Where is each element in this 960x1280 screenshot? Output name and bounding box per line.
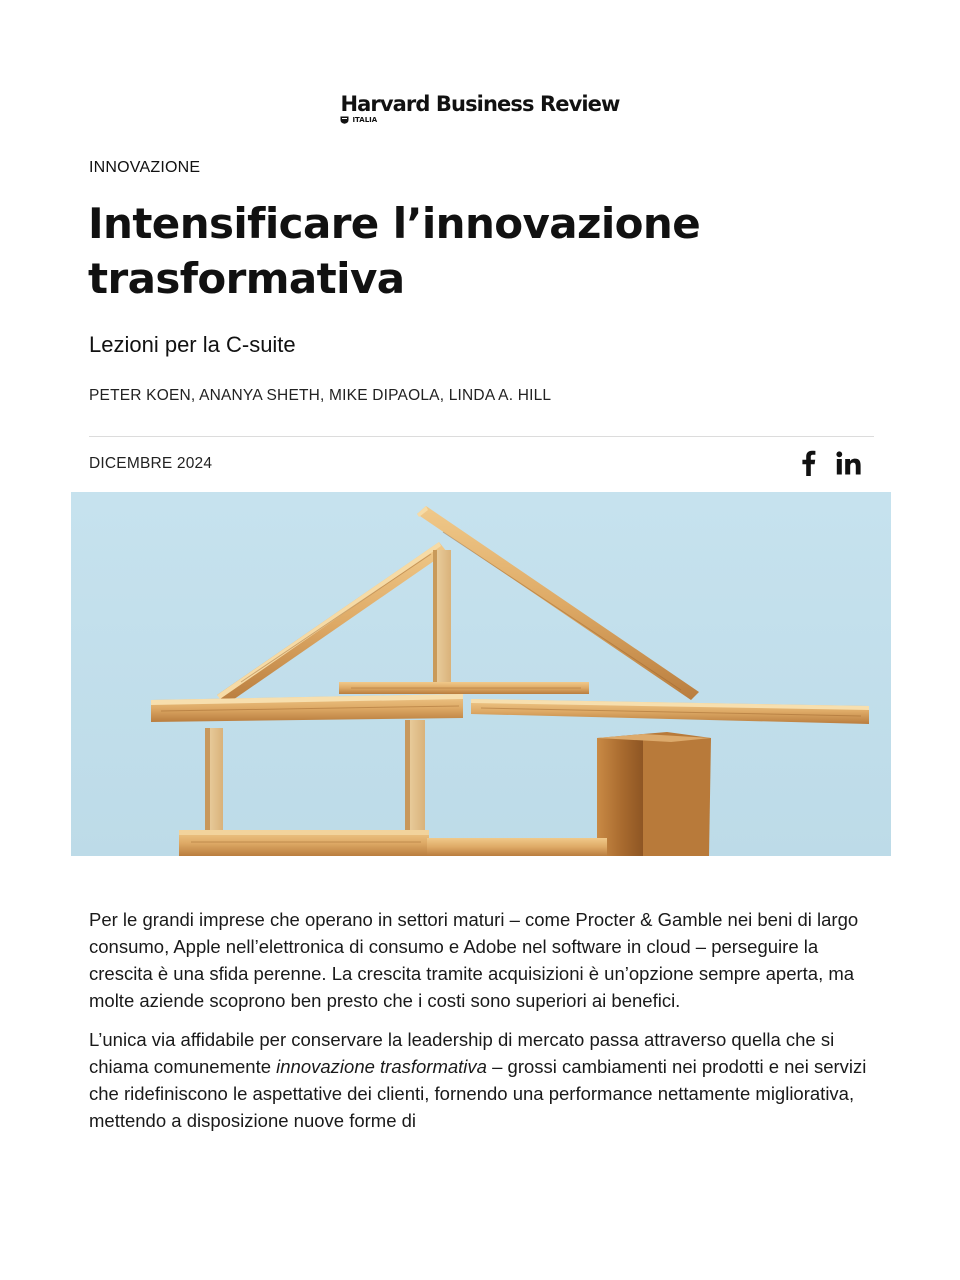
linkedin-share-button[interactable] bbox=[836, 451, 862, 480]
body-paragraph-2-start: L’unica via affidabile per conservare la leadership di mercato passa attraverso quella che si chiama comunemente bbox=[89, 1029, 835, 1077]
article-authors[interactable]: PETER KOEN, ANANYA SHETH, MIKE DIPAOLA, LINDA A. HILL bbox=[89, 387, 552, 404]
body-paragraph-2-emphasis: innovazione trasformativa bbox=[276, 1056, 487, 1077]
share-buttons bbox=[798, 450, 862, 481]
body-paragraph-2-end: – grossi cambiamenti nei prodotti e nei servizi che ridefiniscono le aspettative dei clienti, fornendo una performance nettamente migliorativa, mettendo a disposizione nuove forme di bbox=[89, 1056, 867, 1131]
linkedin-icon bbox=[836, 451, 862, 475]
body-paragraph-2 bbox=[89, 1026, 874, 1134]
hero-image bbox=[71, 492, 891, 856]
article-title: Intensificare l’innovazione trasformativa bbox=[88, 199, 701, 303]
facebook-icon bbox=[798, 450, 818, 476]
wooden-house-illustration bbox=[71, 492, 891, 856]
logo-subtitle-row bbox=[340, 116, 619, 124]
facebook-share-button[interactable] bbox=[798, 450, 818, 481]
body-paragraph-1: Per le grandi imprese che operano in settori maturi – come Procter & Gamble nei beni di largo consumo, Apple nell’elettronica di consumo e Adobe nel software in cloud – perseguire la crescita è una sfida perenne. La crescita tramite acquisizioni è un’opzione sempre aperta, ma molte aziende scoprono ben presto che i costi sono superiori ai benefici. bbox=[89, 909, 859, 1011]
divider bbox=[89, 436, 874, 437]
masthead bbox=[0, 92, 960, 129]
section-label[interactable]: INNOVAZIONE bbox=[89, 159, 201, 176]
hbr-crest-icon bbox=[340, 116, 349, 124]
article-body bbox=[89, 906, 874, 1146]
logo-subtitle: ITALIA bbox=[352, 116, 378, 124]
article-subtitle: Lezioni per la C-suite bbox=[89, 332, 296, 357]
logo-title: Harvard Business Review bbox=[340, 92, 620, 116]
article-date: DICEMBRE 2024 bbox=[89, 455, 213, 472]
hbr-logo[interactable] bbox=[340, 92, 619, 124]
